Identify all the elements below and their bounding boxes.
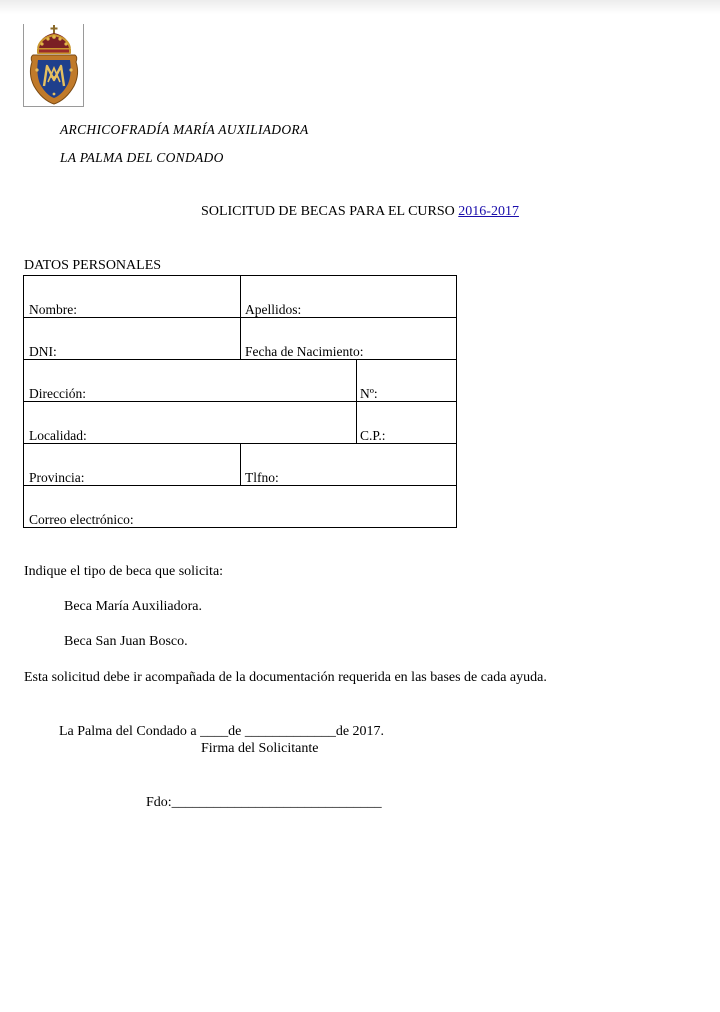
field-dni[interactable]: DNI: <box>29 344 57 359</box>
field-postal-code[interactable]: C.P.: <box>360 428 386 443</box>
col-divider <box>356 360 357 444</box>
field-locality[interactable]: Localidad: <box>29 428 87 443</box>
title-prefix: SOLICITUD DE BECAS PARA EL CURSO <box>201 204 459 219</box>
scholarship-prompt: Indique el tipo de beca que solicita: <box>24 564 224 579</box>
personal-data-table <box>23 275 457 528</box>
field-birth-date[interactable]: Fecha de Nacimiento: <box>245 344 364 359</box>
logo-frame <box>23 24 84 107</box>
scholarship-option[interactable]: Beca María Auxiliadora. <box>64 599 203 614</box>
form-title <box>0 204 720 220</box>
personal-data-heading: DATOS PERSONALES <box>24 258 162 273</box>
coat-of-arms-icon <box>24 24 85 106</box>
field-province[interactable]: Provincia: <box>29 470 85 485</box>
field-name[interactable]: Nombre: <box>29 302 77 317</box>
scholarship-option[interactable]: Beca San Juan Bosco. <box>64 634 188 649</box>
col-divider <box>240 444 241 486</box>
signature-label: Firma del Solicitante <box>201 741 319 756</box>
field-email[interactable]: Correo electrónico: <box>29 512 134 527</box>
place-date-line[interactable]: La Palma del Condado a ____de _____________de 2017. <box>59 724 385 739</box>
field-address[interactable]: Dirección: <box>29 386 86 401</box>
field-phone[interactable]: Tlfno: <box>245 470 279 485</box>
course-year-link[interactable]: 2016-2017 <box>458 204 519 219</box>
signature-line[interactable]: Fdo:______________________________ <box>146 795 382 810</box>
field-number[interactable]: Nº: <box>360 386 378 401</box>
page-top-shadow <box>0 0 720 14</box>
row-divider <box>24 401 456 402</box>
field-surname[interactable]: Apellidos: <box>245 302 302 317</box>
col-divider <box>240 276 241 360</box>
org-location: LA PALMA DEL CONDADO <box>60 150 224 165</box>
documentation-note: Esta solicitud debe ir acompañada de la documentación requerida en las bases de cada ayuda. <box>24 670 547 685</box>
org-name: ARCHICOFRADÍA MARÍA AUXILIADORA <box>60 122 309 137</box>
